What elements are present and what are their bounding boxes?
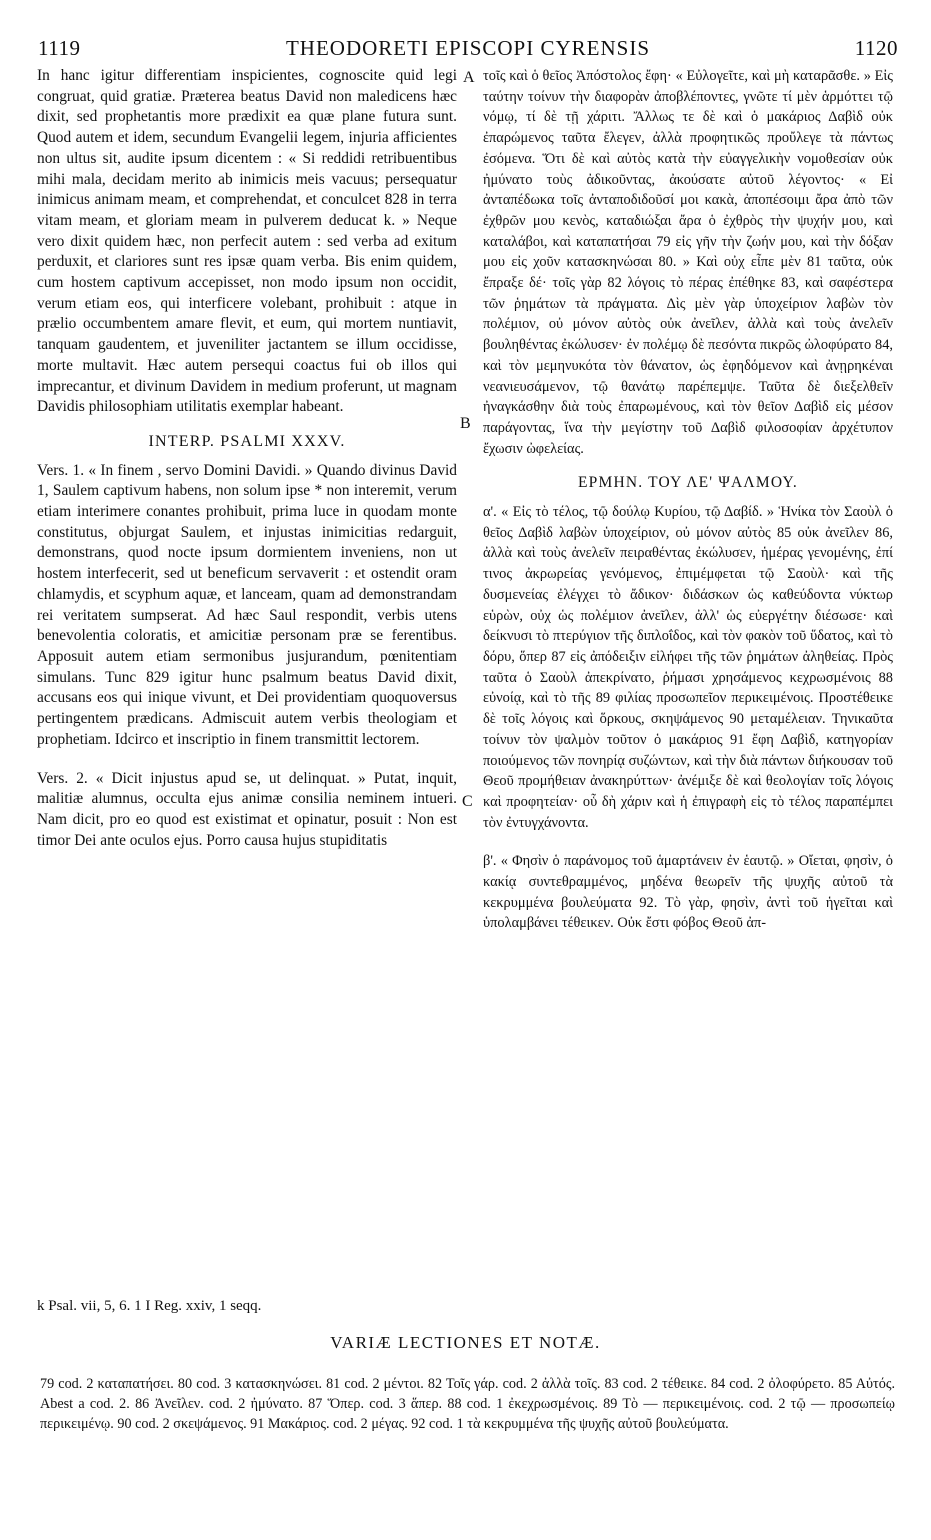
greek-column — [483, 66, 893, 934]
latin-paragraph: In hanc igitur differentiam inspicientes, cognoscite quid legi congruat, quid gratiæ. Præterea beatus David non maledicens hæc dixit, sed prophetantis more prædixit ea quæ plane futura sunt. Quod autem et idem, secundum Evangelii legem, injuria afficientes non ultus sit, audite ipsum dicentem : « Si reddidi retribuentibus mihi mala, decidam merito ab inimicis meis vacuus; persequatur inimicus animam meam, et comprehendat, et conculcet 828 in terra vitam meam, et gloriam meam in pulverem deducat k. » Neque vero dixit quidem hæc, non perfecit autem : sed verba ad exitum perduxit, et clariores sunt res ipsæ quam verba. Bis enim quidem, cum hostem captivum accepisset, non modo ipsum non occidit, verum etiam eos, qui interficere volebant, prohibuit : atque in prælio occumbentem amare flevit, et eum, qui mortem nuntiavit, tanquam gaudentem, et juveniliter jactantem se illum occidisse, morte multavit. Hæc autem persequi coactus fui ob illos qui imprecantur, et divinum Davidem in medium proferunt, ut magnam Davidis philosophiam utilitatis exemplar habeant. — [37, 67, 457, 416]
greek-section-title: ΕΡΜΗΝ. ΤΟΥ ΛΕ' ΨΑΛΜΟΥ. — [578, 474, 798, 492]
latin-verse-2: Vers. 2. « Dicit injustus apud se, ut delinquat. » Putat, inquit, malitiæ alumnus, occulta ejus animæ consilia neminem intueri. Nam dicit, pro eo quod est existimat et opinatur, posuit : Non est timor Dei ante oculos ejus. Porro causa hujus stupiditatis — [37, 769, 457, 849]
greek-verse-1: α'. « Εἰς τὸ τέλος, τῷ δούλῳ Κυρίου, τῷ Δαβίδ. » Ἡνίκα τὸν Σαοὺλ ὁ θεῖος Δαβὶδ λαβὼν ὑποχείριον, οὐ μόνον αὐτὸς 85 οὐκ ἀνεῖλεν 86, ἀλλὰ καὶ τοὺς ἀνελεῖν πειραθέντας ἐκώλυσεν, ἡμέρας γενομένης, ἐπί τινος ἀκρωρείας γενόμενος, ἐπιμέμφεται τῷ Σαοὺλ· καὶ τῆς δυσμενείας ἐλέγχει τὸ ἄδικον· διδάσκων ὡς καθεύδοντα νύκτωρ εὑρὼν, οὐχ ὡς πολέμιον ἀνεῖλεν, ἀλλ' ὡς εὐεργέτην διέσωσε· καὶ δείκνυσι τὸ πτερύγιον τῆς διπλοΐδος, καὶ τὸν φακὸν τοῦ ὕδατος, καὶ τὸ δόρυ, ὅπερ 87 εἰς ἀπόδειξιν εἰλήφει τῆς τῶν ῥημάτων ἀληθείας. Πρὸς ταῦτα ὁ Σαοὺλ ἀπεκρίνατο, ῥήμασι χρησάμενος κεχρωσμένοις 88 εὐνοίᾳ, καὶ τὸ τῆς 89 φιλίας προσωπεῖον περικειμένοις. Προστέθεικε δὲ τοῖς λόγοις καὶ ὅρκους, σκηψάμενος 90 μεταμέλειαν. Τηνικαῦτα τοίνυν τὸν ψαλμὸν τοῦτον ὁ μακάριος 91 ἔφη Δαβὶδ, κατηγορίαν ποιούμενος τῶν πονηρίᾳ συζώντων, καὶ τὴν διὰ πάντων διήκουσαν τοῦ Θεοῦ προμήθειαν ἀνακηρύττων· ἀνέμιξε δὲ καὶ θεολογίαν τοῖς λόγοις καὶ προφητείαν· οὗ δὴ χάριν καὶ ἡ ἐπιγραφὴ εἰς τὸ τέλος παραπέμπει τὸν ἐντυγχάνοντα. — [483, 504, 893, 831]
latin-verse-1: Vers. 1. « In finem , servo Domini Davidi. » Quando divinus David 1, Saulem captivum habens, non solum ipse * non interemit, verum etiam interimere conantes prohibuit, prima luce in quodam monte constitutus, objurgat Saulem, et injustas inimicitias redarguit, demonstrans, quod nocte ipsum dormientem inveniens, non ut hostem interfecerit, sed ut beneficum servaverit : et ostendit oram chlamydis, et scyphum aquæ, et lanceam, quam ad demonstrandam rei veritatem sumpserat. Ad hæc Saul respondit, verbis utens benevolentia coloratis, et amicitiæ personam præ se ferentibus. Apposuit autem etiam sermonibus jusjurandum, pœnitentiam simulans. Tunc 829 igitur hunc psalmum beatus David dixit, accusans eos qui inique vivunt, et Dei providentiam quoquoversus pertingentem prædicans. Admiscuit autem verbis theologiam et prophetiam. Idcirco et inscriptio in finem transmittit lectorem. — [37, 461, 457, 748]
variae-lectiones-title: VARIÆ LECTIONES ET NOTÆ. — [330, 1333, 601, 1352]
variae-lectiones-text: 79 cod. 2 καταπατήσει. 80 cod. 3 κατασκηνώσει. 81 cod. 2 μέντοι. 82 Τοῖς γάρ. cod. 2 ἀλλὰ τοῖς. 83 cod. 2 τέθεικε. 84 cod. 2 ὀλοφύρετο. 85 Αὐτός. Abest a cod. 2. 86 Ἀνεῖλεν. cod. 2 ἠμύνατο. 87 Ὅπερ. cod. 3 ἅπερ. 88 cod. 1 ἐκεχρωσμένοις. 89 Τὸ — περικειμένοις. cod. 2 τῷ — προσωπείῳ περικειμένῳ. 90 cod. 2 σκεψάμενος. 91 Μακάριος. cod. 2 μέγας. 92 cod. 1 τὰ κεκρυμμένα τῆς ψυχῆς αὐτοῦ βουλεύματα. — [40, 1376, 895, 1432]
running-title: THEODORETI EPISCOPI CYRENSIS — [285, 36, 651, 60]
footnotes: k Psal. vii, 5, 6. 1 I Reg. xxiv, 1 seqq. — [37, 1298, 262, 1314]
page-header — [38, 36, 898, 66]
page-number-right: 1120 — [854, 36, 898, 60]
margin-marker-b: B — [460, 415, 471, 432]
margin-marker-c: C — [462, 793, 473, 810]
greek-verse-2: β'. « Φησὶν ὁ παράνομος τοῦ ἁμαρτάνειν ἐν ἑαυτῷ. » Οἴεται, φησὶν, ὁ κακίᾳ συντεθραμμένος, μηδένα θεωρεῖν τῆς ψυχῆς αὐτοῦ τὰ κεκρυμμένα βουλεύματα 92. Τὸ γὰρ, φησὶν, ἀντὶ τοῦ ἡγεῖται καὶ ὑπολαμβάνει τέθεικεν. Οὐκ ἔστι φόβος Θεοῦ ἀπ- — [483, 853, 893, 932]
latin-column — [37, 66, 457, 851]
latin-section-title: INTERP. PSALMI XXXV. — [148, 432, 346, 450]
margin-marker-a: A — [463, 69, 475, 86]
page-number-left: 1119 — [38, 36, 81, 60]
variae-lectiones — [40, 1375, 895, 1434]
greek-paragraph: τοῖς καὶ ὁ θεῖος Ἀπόστολος ἔφη· « Εὐλογεῖτε, καὶ μὴ καταρᾶσθε. » Εἰς ταύτην τοίνυν τὴν διαφορὰν ἀποβλέποντες, γνῶτε τί μὲν ἁρμόττει τῷ νόμῳ, τί δὲ τῇ χάριτι. Ἄλλως τε δὲ καὶ ὁ μακάριος Δαβὶδ οὐκ ἐπαρώμενος ταῦτα ἔλεγεν, ἀλλὰ προφητικῶς προὔλεγε τὰ πάντως ἐσόμενα. Ὅτι δὲ καὶ αὐτὸς κατὰ τὴν εὐαγγελικὴν νομοθεσίαν οὐκ ἠμύνατο τοὺς ἀδικοῦντας, ἀκούσατε αὐτοῦ λέγοντος· « Εἰ ἀνταπέδωκα τοῖς ἀνταποδιδοῦσί μοι κακὰ, ἀποπέσοιμι ἄρα ἀπὸ τῶν ἐχθρῶν μου κενὸς, καταδιώξαι ἄρα ὁ ἐχθρὸς τὴν ψυχήν μου, καὶ καταλάβοι, καὶ καταπατήσαι 79 εἰς γῆν τὴν ζωήν μου, καὶ τὴν δόξαν μου εἰς χοῦν κατασκηνώσαι 80. » Καὶ οὐχ εἶπε μὲν 81 ταῦτα, οὐκ ἔπραξε δέ· τοῖς γὰρ 82 λόγοις τὸ πέρας ἐπέθηκε 83, καὶ σαφέστερα τῶν ῥημάτων τὰ πράγματα. Δὶς μὲν γὰρ ὑποχείριον λαβὼν τὸν πολέμιον, οὐ μόνον αὐτὸς οὐκ ἀνεῖλεν, ἀλλὰ καὶ τοὺς ἀνελεῖν βουληθέντας ἐκώλυσεν· ἐν πολέμῳ δὲ πεσόντα πικρῶς ὠλοφύρατο 84, καὶ τὸν μεμηνυκότα τὸν θάνατον, ὡς ἐφηδόμενον καὶ ἀνῃρηκέναι νεανιευσάμενον, τῷ θανάτῳ παρέπεμψε. Ταῦτα δὲ διεξελθεῖν ἠναγκάσθην διὰ τοὺς ἐπαρωμένους, καὶ τὸν θεῖον Δαβὶδ εἰς μέσον παράγοντας, ἵνα τὴν μεγίστην τοῦ Δαβὶδ φιλοσοφίαν ἀρχέτυπον ἔχωσιν ὠφελείας. — [483, 68, 893, 457]
